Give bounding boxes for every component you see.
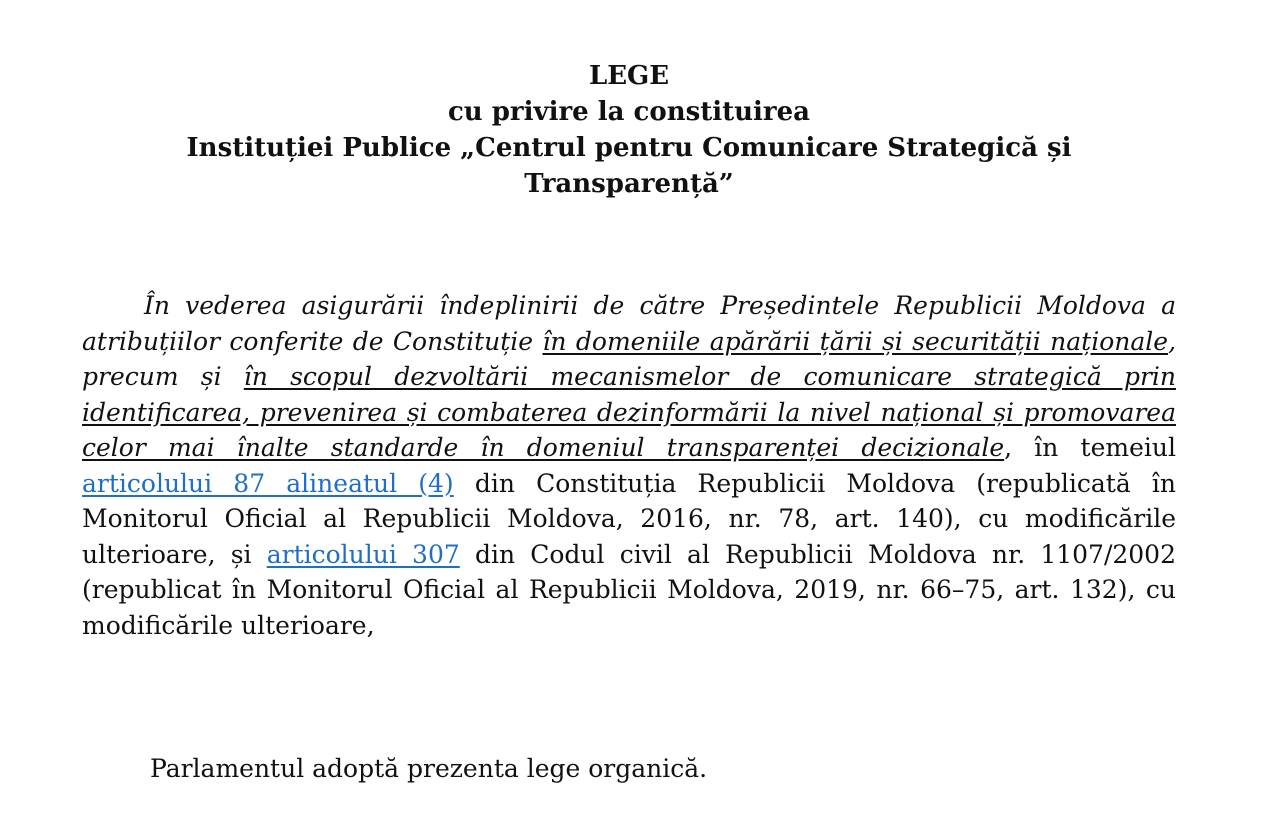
title-line-3: Instituției Publice „Centrul pentru Comunicare Strategică și	[186, 133, 1072, 163]
title-line-4: Transparență”	[524, 169, 734, 199]
preamble-paragraph	[82, 288, 1176, 643]
link-article-307[interactable]: articolului 307	[266, 539, 460, 569]
preamble-defense-scope: în domeniile apărării țării și securității naționale	[542, 326, 1169, 356]
preamble-civil-code-ref: din Codul civil al Republicii Moldova nr. 1107/2002 (republicat în Monitorul Oficial al Republicii Moldova, 2019, nr. 66–75, art. 132), cu modificările ulterioare,	[82, 539, 1176, 640]
preamble-connector: , precum și	[82, 326, 1177, 391]
preamble-constitution-ref: din Constituția Republicii Moldova (republicată în Monitorul Oficial al Republicii Moldova, 2016, nr. 78, art. 140), cu modificările ulterioare, și	[82, 468, 1176, 569]
law-title	[82, 58, 1176, 202]
title-line-2: cu privire la constituirea	[447, 97, 811, 127]
preamble-intro: În vederea asigurării îndeplinirii de către Președintele Republicii Moldova a atribuțiilor conferite de Constituție	[82, 291, 1176, 356]
law-document	[82, 58, 1176, 668]
link-article-87[interactable]: articolului 87 alineatul (4)	[82, 468, 454, 498]
preamble-communication-scope: în scopul dezvoltării mecanismelor de comunicare strategică prin identificarea, prevenirea și combaterea dezinformării la nivel național și promovarea celor mai înalte standarde în domeniul transparenței decizionale	[82, 362, 1177, 462]
title-line-1: LEGE	[588, 61, 670, 91]
preamble-basis-intro: , în temeiul	[1004, 433, 1176, 462]
adoption-statement: Parlamentul adoptă prezenta lege organică.	[150, 754, 708, 783]
